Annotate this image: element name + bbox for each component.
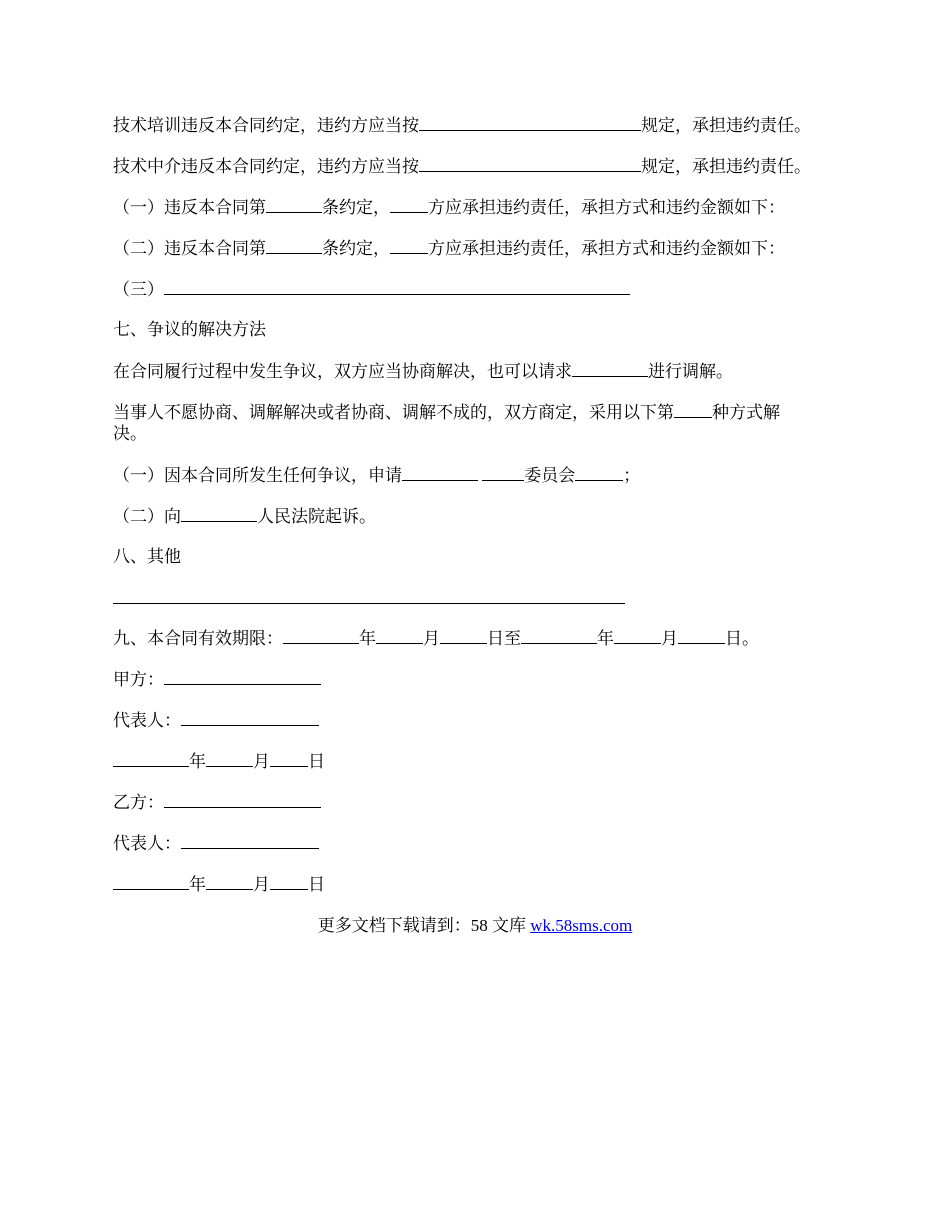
text: 代表人： <box>113 711 181 730</box>
text: 月 <box>253 752 270 771</box>
text: 种方式解 <box>712 403 780 422</box>
blank-field[interactable] <box>164 791 321 808</box>
blank-field[interactable] <box>181 505 257 522</box>
text: 进行调解。 <box>648 362 733 381</box>
text: 月 <box>661 629 678 648</box>
clause-item-2 <box>113 237 785 260</box>
dispute-method-line2: 决。 <box>113 424 147 443</box>
blank-field[interactable] <box>575 464 623 481</box>
clause-training-breach <box>113 114 811 137</box>
blank-field[interactable] <box>482 464 524 481</box>
party-b-date <box>113 873 325 896</box>
text: 日 <box>308 875 325 894</box>
dispute-negotiation <box>113 360 733 383</box>
blank-field[interactable] <box>440 627 487 644</box>
blank-field[interactable] <box>390 196 428 213</box>
dispute-arbitration <box>113 464 640 487</box>
blank-field[interactable] <box>614 627 661 644</box>
party-a-representative <box>113 709 319 732</box>
dispute-method-line1 <box>113 401 780 424</box>
clause-item-1 <box>113 196 785 219</box>
blank-field[interactable] <box>390 237 428 254</box>
text: （一）违反本合同第 <box>113 198 266 217</box>
text: 年 <box>189 875 206 894</box>
blank-field[interactable] <box>113 750 189 767</box>
blank-field[interactable] <box>206 750 253 767</box>
blank-field[interactable] <box>181 709 319 726</box>
text: 年 <box>597 629 614 648</box>
blank-field[interactable] <box>270 750 308 767</box>
blank-field[interactable] <box>678 627 725 644</box>
party-a <box>113 668 321 691</box>
clause-item-3 <box>113 278 630 301</box>
blank-field[interactable] <box>283 627 359 644</box>
text: 月 <box>253 875 270 894</box>
text: 方应承担违约责任，承担方式和违约金额如下： <box>428 198 785 217</box>
blank-field[interactable] <box>266 196 322 213</box>
text: 技术中介违反本合同约定，违约方应当按 <box>113 157 419 176</box>
text: 方应承担违约责任，承担方式和违约金额如下： <box>428 239 785 258</box>
blank-field[interactable] <box>376 627 423 644</box>
text: 委员会 <box>524 466 576 485</box>
party-a-date <box>113 750 325 773</box>
text: （三） <box>113 280 164 299</box>
text: 年 <box>359 629 376 648</box>
text: 当事人不愿协商、调解解决或者协商、调解不成的，双方商定，采用以下第 <box>113 403 674 422</box>
text: 乙方： <box>113 793 164 812</box>
text: （一）因本合同所发生任何争议，申请 <box>113 466 402 485</box>
blank-field[interactable] <box>206 873 253 890</box>
section-8-heading: 八、其他 <box>113 547 181 566</box>
blank-field[interactable] <box>164 278 630 295</box>
blank-field[interactable] <box>113 873 189 890</box>
clause-agency-breach <box>113 155 811 178</box>
text: 规定，承担违约责任。 <box>641 157 811 176</box>
blank-field[interactable] <box>419 155 641 172</box>
text: 在合同履行过程中发生争议，双方应当协商解决，也可以请求 <box>113 362 572 381</box>
text: 甲方： <box>113 670 164 689</box>
text: 九、本合同有效期限： <box>113 629 283 648</box>
blank-field[interactable] <box>270 873 308 890</box>
blank-field[interactable] <box>521 627 597 644</box>
text: 条约定， <box>322 239 390 258</box>
blank-field[interactable] <box>572 360 648 377</box>
text: ； <box>623 466 641 485</box>
other-blank-line[interactable] <box>113 603 625 604</box>
party-b-representative <box>113 832 319 855</box>
text: 规定，承担违约责任。 <box>641 116 811 135</box>
text: 代表人： <box>113 834 181 853</box>
validity-period <box>113 627 759 650</box>
blank-field[interactable] <box>674 401 712 418</box>
text: （二）违反本合同第 <box>113 239 266 258</box>
text: 日至 <box>487 629 521 648</box>
blank-field[interactable] <box>164 668 321 685</box>
text: 人民法院起诉。 <box>257 507 376 526</box>
blank-field[interactable] <box>266 237 322 254</box>
text: 技术培训违反本合同约定，违约方应当按 <box>113 116 419 135</box>
section-7-heading: 七、争议的解决方法 <box>113 320 266 339</box>
footer-link[interactable]: wk.58sms.com <box>530 916 633 935</box>
text: 月 <box>423 629 440 648</box>
text: 日。 <box>725 629 759 648</box>
dispute-court <box>113 505 376 528</box>
footer-text: 更多文档下载请到：58 文库 <box>317 916 531 935</box>
text: 条约定， <box>322 198 390 217</box>
blank-field[interactable] <box>402 464 478 481</box>
text: （二）向 <box>113 507 181 526</box>
blank-field[interactable] <box>181 832 319 849</box>
text: 年 <box>189 752 206 771</box>
footer <box>0 915 950 937</box>
party-b <box>113 791 321 814</box>
blank-field[interactable] <box>419 114 641 131</box>
text: 日 <box>308 752 325 771</box>
